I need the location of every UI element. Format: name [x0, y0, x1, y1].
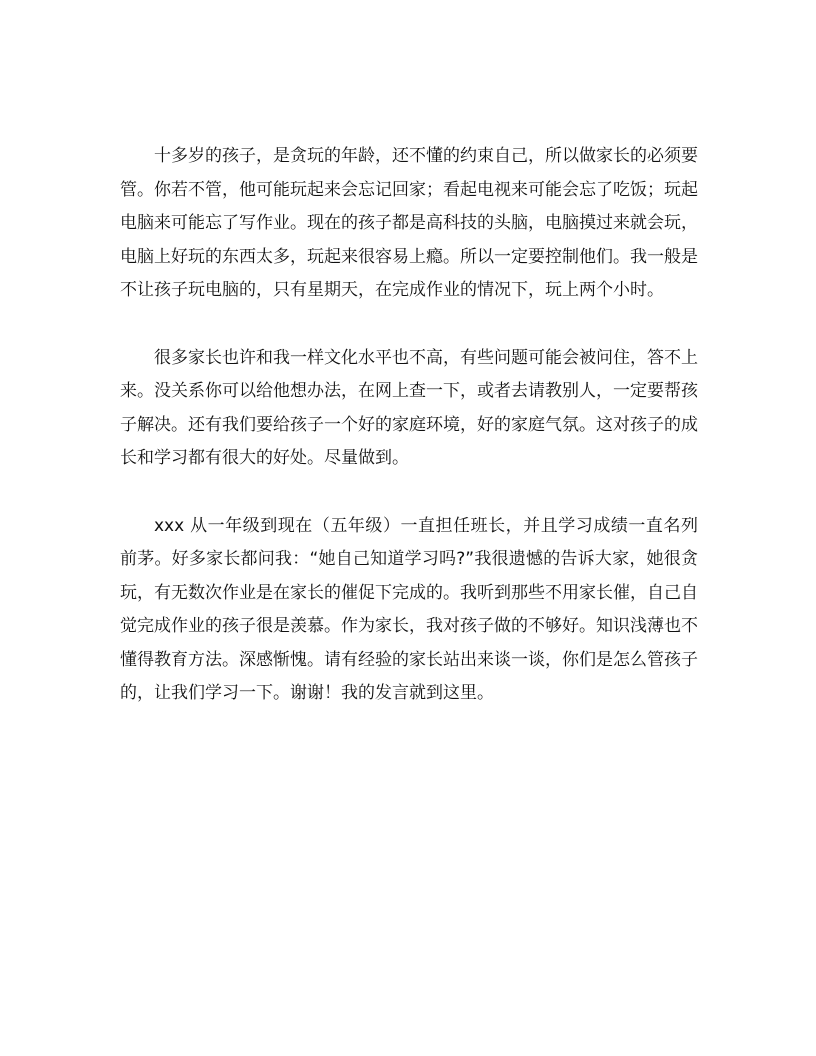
paragraph-1: 十多岁的孩子，是贪玩的年龄，还不懂的约束自己，所以做家长的必须要管。你若不管，他可能玩起来会忘记回家；看起电视来可能会忘了吃饭；玩起电脑来可能忘了写作业。现在的孩子都是高科技的头脑，电脑摸过来就会玩，电脑上好玩的东西太多，玩起来很容易上瘾。所以一定要控制他们。我一般是不让孩子玩电脑的，只有星期天，在完成作业的情况下，玩上两个小时。 [120, 146, 698, 300]
paragraph-3: xxx 从一年级到现在（五年级）一直担任班长，并且学习成绩一直名列前茅。好多家长都问我：“她自己知道学习吗?”我很遗憾的告诉大家，她很贪玩，有无数次作业是在家长的催促下完成的。我听到那些不用家长催，自己自觉完成作业的孩子很是羡慕。作为家长，我对孩子做的不够好。知识浅薄也不懂得教育方法。深感惭愧。请有经验的家长站出来谈一谈，你们是怎么管孩子的，让我们学习一下。谢谢！我的发言就到这里。 [120, 515, 698, 703]
paragraph-2: 很多家长也许和我一样文化水平也不高，有些问题可能会被问住，答不上来。没关系你可以给他想办法，在网上查一下，或者去请教别人，一定要帮孩子解决。还有我们要给孩子一个好的家庭环境，好的家庭气氛。这对孩子的成长和学习都有很大的好处。尽量做到。 [120, 347, 698, 468]
document-body [120, 140, 698, 711]
